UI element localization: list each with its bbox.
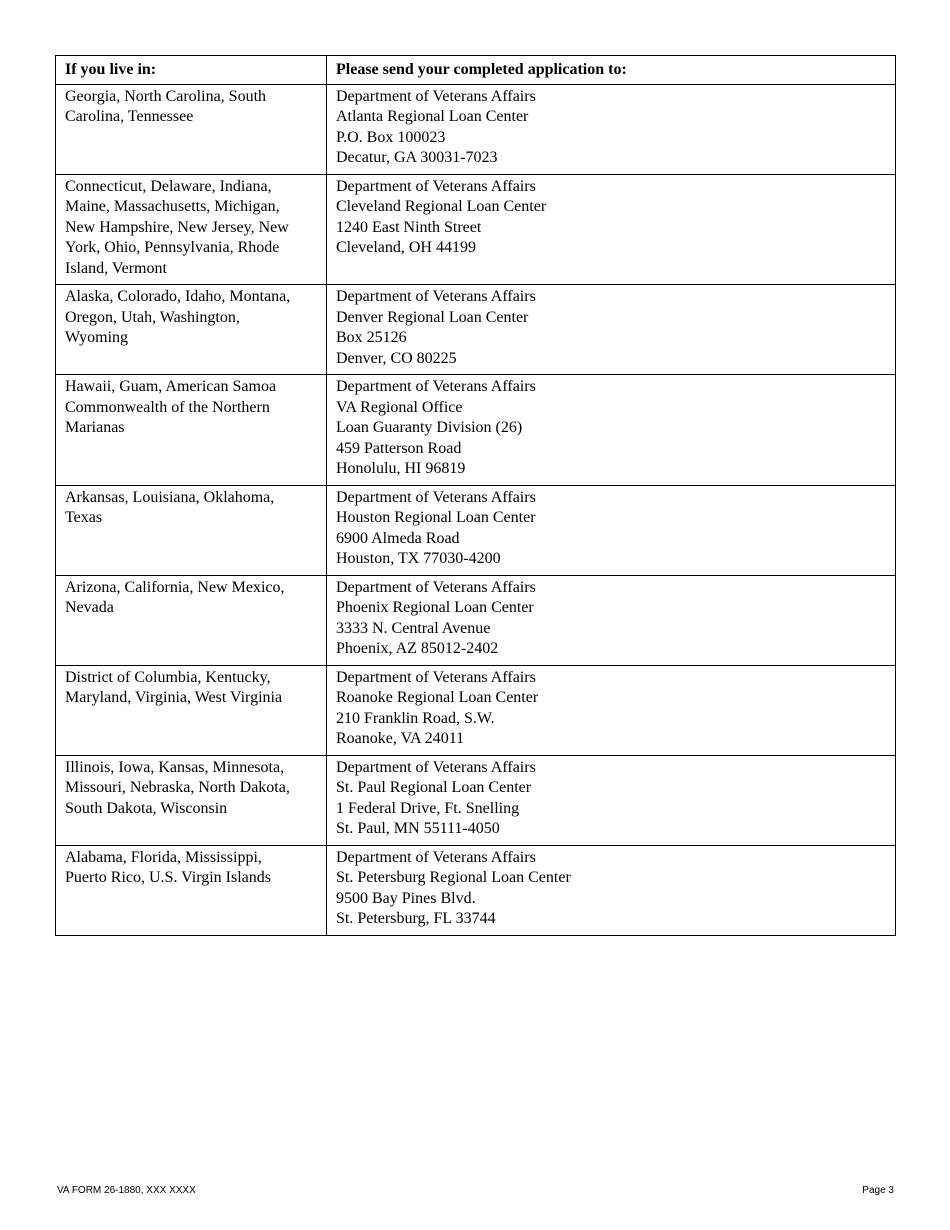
address-line: Roanoke Regional Loan Center [336, 689, 539, 706]
table-row [56, 375, 896, 486]
table-row [56, 485, 896, 575]
form-identifier: VA FORM 26-1880, XXX XXXX [57, 1185, 196, 1196]
address-line: St. Paul Regional Loan Center [336, 779, 532, 796]
states-cell [56, 845, 327, 935]
state-list-line: Illinois, Iowa, Kansas, Minnesota, [65, 758, 285, 776]
state-list-line: District of Columbia, Kentucky, [65, 668, 271, 686]
table-row [56, 285, 896, 375]
states-cell [56, 375, 327, 486]
address-line: St. Paul, MN 55111-4050 [336, 820, 500, 837]
address-line: 1240 East Ninth Street [336, 218, 482, 236]
address-line: Denver, CO 80225 [336, 349, 457, 367]
state-list-line: Carolina, Tennessee [65, 108, 194, 125]
table-row [56, 84, 896, 174]
address-line: P.O. Box 100023 [336, 128, 446, 146]
state-list-line: Arkansas, Louisiana, Oklahoma, [65, 488, 275, 506]
address-line: 459 Patterson Road [336, 439, 462, 457]
table-row [56, 845, 896, 935]
table-row [56, 575, 896, 665]
states-cell [56, 285, 327, 375]
states-cell [56, 755, 327, 845]
state-list-line: Commonwealth of the Northern [65, 398, 270, 416]
state-list-line: Island, Vermont [65, 259, 167, 277]
address-line: 9500 Bay Pines Blvd. [336, 889, 476, 907]
header-address-column: Please send your completed application to: [327, 56, 896, 85]
address-cell [327, 845, 896, 935]
state-list-line: Alabama, Florida, Mississippi, [65, 848, 262, 866]
address-line: 210 Franklin Road, S.W. [336, 709, 495, 727]
state-list-line: Nevada [65, 599, 114, 616]
states-cell [56, 665, 327, 755]
address-cell [327, 665, 896, 755]
state-list-line: Maryland, Virginia, West Virginia [65, 689, 283, 706]
state-list-line: Georgia, North Carolina, South [65, 87, 267, 105]
address-line: Department of Veterans Affairs [336, 288, 536, 305]
address-line: Department of Veterans Affairs [336, 488, 536, 506]
address-cell [327, 485, 896, 575]
address-line: Box 25126 [336, 329, 407, 346]
address-cell [327, 755, 896, 845]
address-line: St. Petersburg, FL 33744 [336, 910, 496, 927]
table-row [56, 755, 896, 845]
address-line: St. Petersburg Regional Loan Center [336, 869, 571, 886]
states-cell [56, 575, 327, 665]
table-row [56, 665, 896, 755]
address-line: Department of Veterans Affairs [336, 87, 536, 105]
state-list-line: Texas [65, 509, 103, 526]
page-number: Page 3 [862, 1185, 894, 1196]
address-line: Roanoke, VA 24011 [336, 730, 465, 747]
address-line: Phoenix Regional Loan Center [336, 599, 534, 616]
address-line: 3333 N. Central Avenue [336, 619, 491, 637]
address-line: Atlanta Regional Loan Center [336, 108, 529, 125]
address-line: Department of Veterans Affairs [336, 378, 536, 395]
address-line: Cleveland, OH 44199 [336, 239, 476, 256]
loan-center-address-table [55, 55, 896, 936]
address-line: Honolulu, HI 96819 [336, 460, 466, 477]
address-line: VA Regional Office [336, 398, 463, 416]
address-line: Loan Guaranty Division (26) [336, 419, 523, 436]
address-cell [327, 575, 896, 665]
address-cell [327, 84, 896, 174]
state-list-line: New Hampshire, New Jersey, New [65, 218, 289, 236]
table-row [56, 174, 896, 285]
states-cell [56, 174, 327, 285]
state-list-line: Alaska, Colorado, Idaho, Montana, [65, 288, 291, 305]
address-line: Department of Veterans Affairs [336, 848, 536, 866]
address-line: Department of Veterans Affairs [336, 758, 536, 776]
address-line: Cleveland Regional Loan Center [336, 198, 547, 215]
state-list-line: Wyoming [65, 329, 129, 346]
state-list-line: Marianas [65, 419, 125, 436]
address-cell [327, 174, 896, 285]
address-line: 1 Federal Drive, Ft. Snelling [336, 799, 520, 817]
state-list-line: Oregon, Utah, Washington, [65, 308, 240, 326]
address-line: Phoenix, AZ 85012-2402 [336, 640, 499, 657]
address-line: Houston, TX 77030-4200 [336, 550, 501, 567]
state-list-line: Missouri, Nebraska, North Dakota, [65, 779, 290, 796]
state-list-line: Hawaii, Guam, American Samoa [65, 378, 277, 395]
address-line: 6900 Almeda Road [336, 529, 460, 547]
state-list-line: Maine, Massachusetts, Michigan, [65, 198, 280, 215]
table-header-row [56, 56, 896, 85]
state-list-line: Connecticut, Delaware, Indiana, [65, 177, 272, 195]
address-line: Houston Regional Loan Center [336, 509, 536, 526]
state-list-line: Puerto Rico, U.S. Virgin Islands [65, 869, 272, 886]
state-list-line: South Dakota, Wisconsin [65, 799, 228, 817]
states-cell [56, 485, 327, 575]
state-list-line: Arizona, California, New Mexico, [65, 578, 285, 596]
address-line: Department of Veterans Affairs [336, 177, 536, 195]
header-state-column: If you live in: [56, 56, 327, 85]
state-list-line: York, Ohio, Pennsylvania, Rhode [65, 239, 280, 256]
table-body [56, 84, 896, 935]
states-cell [56, 84, 327, 174]
address-line: Denver Regional Loan Center [336, 308, 529, 326]
address-cell [327, 375, 896, 486]
address-line: Department of Veterans Affairs [336, 578, 536, 596]
address-line: Department of Veterans Affairs [336, 668, 536, 686]
address-line: Decatur, GA 30031-7023 [336, 149, 498, 166]
address-cell [327, 285, 896, 375]
